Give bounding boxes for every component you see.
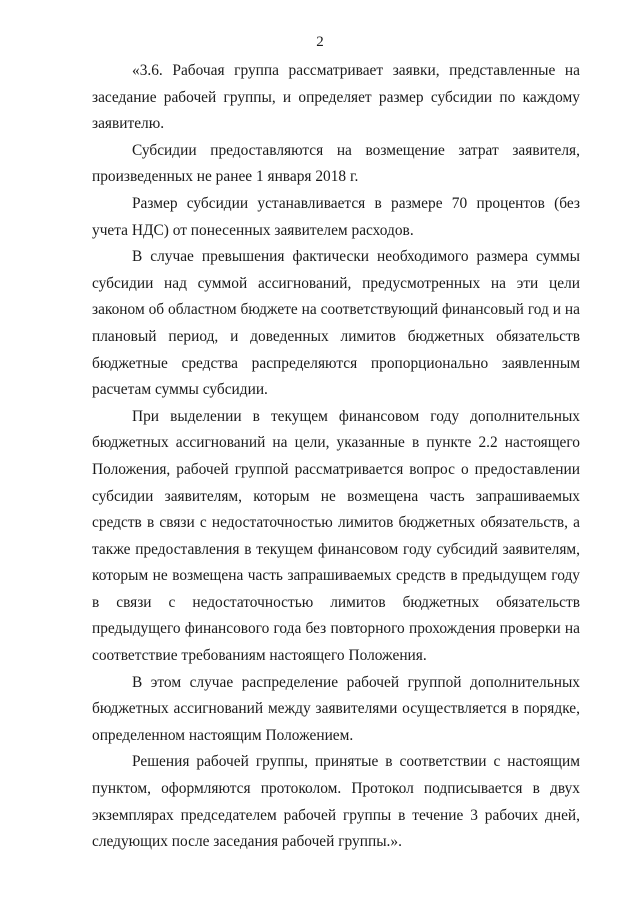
paragraph-3-6: «3.6. Рабочая группа рассматривает заявки, представленные на заседание рабочей группы, и определяет размер субсидии по каждому заявителю. bbox=[92, 62, 580, 133]
paragraph-subsidy-size: Размер субсидии устанавливается в размере 70 процентов (без учета НДС) от понесенных заявителем расходов. bbox=[92, 194, 580, 239]
document-body bbox=[92, 58, 580, 856]
page-number: 2 bbox=[316, 34, 324, 50]
paragraph-decisions-protocol: Решения рабочей группы, принятые в соответствии с настоящим пунктом, оформляются протоколом. Протокол подписывается в двух экземплярах председателем рабочей группы в течение 3 рабочих дней, следующих после заседания рабочей группы.». bbox=[92, 753, 580, 851]
paragraph-distribution-order: В этом случае распределение рабочей группой дополнительных бюджетных ассигнований между заявителями осуществляется в порядке, определенном настоящим Положением. bbox=[92, 673, 580, 744]
paragraph-excess-allocation: В случае превышения фактически необходимого размера суммы субсидии над суммой ассигнований, предусмотренных на эти цели законом об областном бюджете на соответствующий финансовый год и на плановый период, и доведенных лимитов бюджетных обязательств бюджетные средства распределяются пропорционально заявленным расчетам суммы субсидии. bbox=[92, 248, 580, 399]
paragraph-subsidy-purpose: Субсидии предоставляются на возмещение затрат заявителя, произведенных не ранее 1 января 2018 г. bbox=[92, 141, 580, 186]
paragraph-additional-allocations: При выделении в текущем финансовом году дополнительных бюджетных ассигнований на цели, указанные в пункте 2.2 настоящего Положения, рабочей группой рассматривается вопрос о предоставлении субсидии заявителям, которым не возмещена часть запрашиваемых средств в связи с недостаточностью лимитов бюджетных обязательств, а также предоставления в текущем финансовом году субсидий заявителям, которым не возмещена часть запрашиваемых средств в предыдущем году в связи с недостаточностью лимитов бюджетных обязательств предыдущего финансового года без повторного прохождения проверки на соответствие требованиям настоящего Положения. bbox=[92, 407, 580, 665]
